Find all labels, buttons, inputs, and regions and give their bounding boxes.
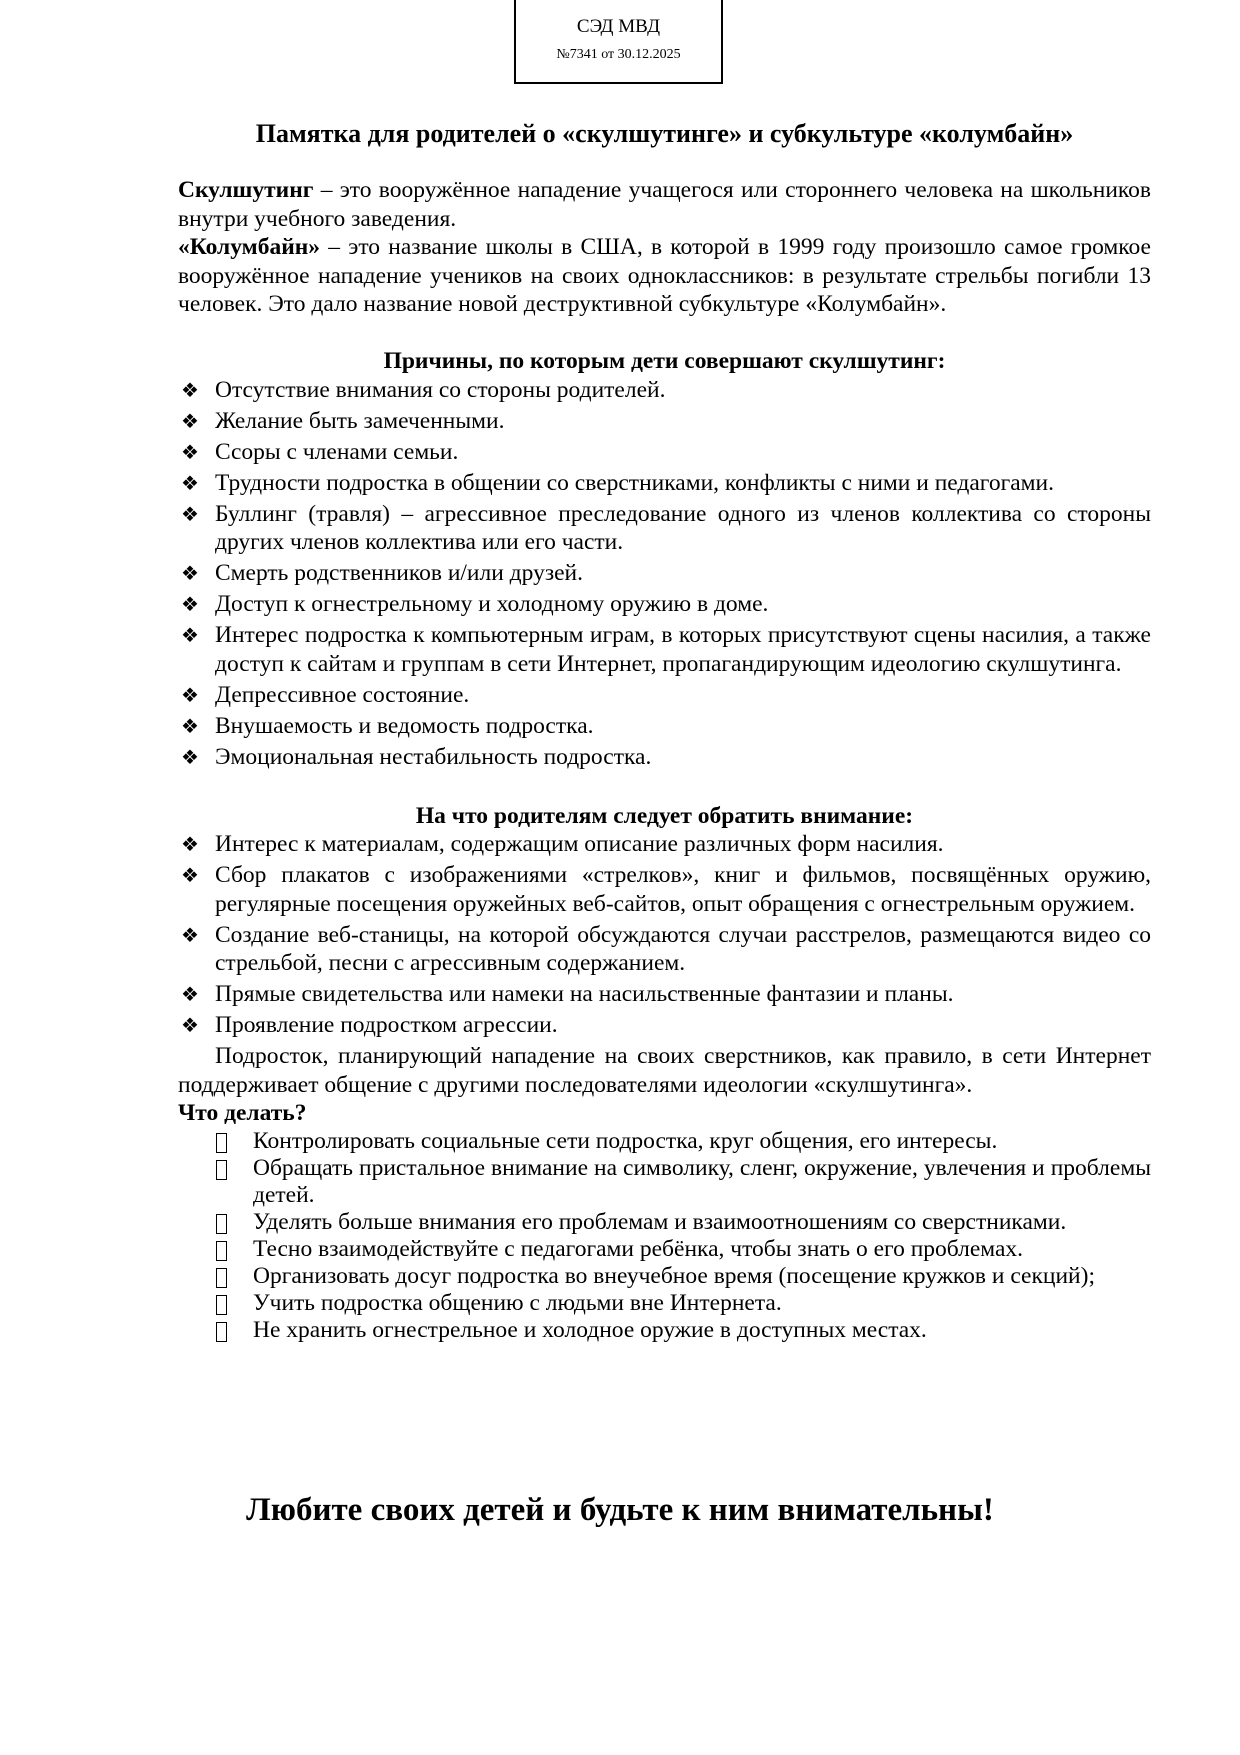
list-item-text: Контролировать социальные сети подростка, круг общения, его интересы. [253,1128,998,1155]
attention-heading: На что родителям следует обратить внимание: [415,802,914,829]
missing-glyph-box-icon [216,1322,227,1342]
diamond-bullet-icon: ❖ [181,863,199,888]
diamond-bullet-icon: ❖ [181,623,199,648]
definition-columbine [178,233,1151,319]
list-item-text: Эмоциональная нестабильность подростка. [215,743,652,770]
definitions [178,176,1151,319]
list-item [178,438,1151,469]
list-item [178,1317,1151,1344]
list-item-text: Прямые свидетельства или намеки на насильственные фантазии и планы. [215,981,954,1008]
list-item-text: Трудности подростка в общении со сверстниками, конфликты с ними и педагогами. [215,469,1054,496]
list-item-text: Не хранить огнестрельное и холодное оружие в доступных местах. [253,1317,927,1344]
actions-heading [178,1099,1151,1128]
definition-text: – это вооружённое нападение учащегося или стороннего человека на школьников внутри учебного заведения. [178,177,1151,232]
diamond-bullet-icon: ❖ [181,713,199,738]
list-item [178,712,1151,743]
actions-heading-text: Что делать? [178,1100,307,1127]
list-item-text: Внушаемость и ведомость подростка. [215,712,594,739]
diamond-bullet-icon: ❖ [181,439,199,464]
list-item [178,407,1151,438]
list-item [178,743,1151,774]
diamond-bullet-icon: ❖ [181,408,199,433]
list-item [178,980,1151,1011]
diamond-bullet-icon: ❖ [181,682,199,707]
missing-glyph-box-icon [216,1133,227,1153]
list-item-text: Тесно взаимодействуйте с педагогами ребёнка, чтобы знать о его проблемах. [253,1236,1024,1263]
list-item [178,1011,1151,1042]
definition-term: «Колумбайн» [178,234,321,261]
diamond-bullet-icon: ❖ [181,377,199,402]
actions-list [178,1128,1151,1344]
document-body [178,118,1151,1344]
attention-list [178,830,1151,1042]
list-item [178,621,1151,681]
missing-glyph-box-icon [216,1160,227,1180]
missing-glyph-box-icon [216,1241,227,1261]
document-title: Памятка для родителей о «скулшутинге» и субкультуре «колумбайн» [255,119,1074,148]
registration-stamp [514,0,723,84]
list-item-text: Интерес к материалам, содержащим описание различных форм насилия. [215,831,944,858]
list-item [178,1263,1151,1290]
definition-term: Скулшутинг [178,177,314,203]
missing-glyph-box-icon [216,1295,227,1315]
definition-text: – это название школы в США, в которой в 1999 году произошло самое громкое вооружённое нападение учеников на своих одноклассников: в результате стрельбы погибли 13 человек. Это дало название новой деструктивной субкультуре «Колумбайн». [178,234,1151,318]
list-item [178,861,1151,921]
diamond-bullet-icon: ❖ [181,470,199,495]
list-item [178,1155,1151,1209]
list-item-text: Интерес подростка к компьютерным играм, в которых присутствуют сцены насилия, а также доступ к сайтам и группам в сети Интернет, пропагандирующим идеологию скулшутинга. [215,622,1151,677]
list-item [178,681,1151,712]
list-item-text: Сбор плакатов с изображениями «стрелков», книг и фильмов, посвящённых оружию, регулярные посещения оружейных веб-сайтов, опыт обращения с огнестрельным оружием. [215,862,1151,917]
list-item-text: Смерть родственников и/или друзей. [215,560,583,587]
list-item [178,1128,1151,1155]
list-item [178,830,1151,861]
list-item-text: Проявление подростком агрессии. [215,1012,558,1039]
missing-glyph-box-icon [216,1214,227,1234]
list-item [178,376,1151,407]
list-item [178,559,1151,590]
list-item [178,469,1151,500]
list-item [178,590,1151,621]
missing-glyph-box-icon [216,1268,227,1288]
diamond-bullet-icon: ❖ [181,1013,199,1038]
definition-schoolshooting [178,176,1151,233]
closing-slogan: Любите своих детей и будьте к ним внимательны! [246,1492,994,1528]
list-item-text: Обращать пристальное внимание на символику, сленг, окружение, увлечения и проблемы детей. [253,1155,1151,1209]
diamond-bullet-icon: ❖ [181,922,199,947]
stamp-registration-number: №7341 от 30.12.2025 [556,47,681,62]
diamond-bullet-icon: ❖ [181,592,199,617]
list-item [178,921,1151,981]
list-item-text: Желание быть замеченными. [215,407,505,434]
list-item [178,500,1151,560]
diamond-bullet-icon: ❖ [181,832,199,857]
diamond-bullet-icon: ❖ [181,561,199,586]
reasons-heading: Причины, по которым дети совершают скулшутинг: [383,347,946,374]
diamond-bullet-icon: ❖ [181,982,199,1007]
list-item-text: Организовать досуг подростка во внеучебное время (посещение кружков и секций); [253,1263,1095,1290]
list-item-text: Отсутствие внимания со стороны родителей. [215,376,666,403]
list-item-text: Буллинг (травля) – агрессивное преследование одного из членов коллектива со стороны других членов коллектива или его части. [215,500,1151,556]
list-item [178,1290,1151,1317]
list-item-text: Создание веб-станицы, на которой обсуждаются случаи расстрелов, размещаются видео со стрельбой, песни с агрессивным содержанием. [215,921,1151,977]
attention-note: Подросток, планирующий нападение на своих сверстников, как правило, в сети Интернет поддерживает общение с другими последователями идеологии «скулшутинга». [178,1043,1151,1098]
list-item-text: Ссоры с членами семьи. [215,438,459,465]
list-item-text: Уделять больше внимания его проблемам и взаимоотношениям со сверстниками. [253,1209,1067,1236]
reasons-list [178,376,1151,774]
list-item-text: Депрессивное состояние. [215,681,470,708]
diamond-bullet-icon: ❖ [181,744,199,769]
list-item-text: Учить подростка общению с людьми вне Интернета. [253,1290,782,1317]
diamond-bullet-icon: ❖ [181,501,199,526]
list-item [178,1209,1151,1236]
stamp-system: СЭД МВД [576,16,661,37]
list-item-text: Доступ к огнестрельному и холодному оружию в доме. [215,591,769,618]
list-item [178,1236,1151,1263]
